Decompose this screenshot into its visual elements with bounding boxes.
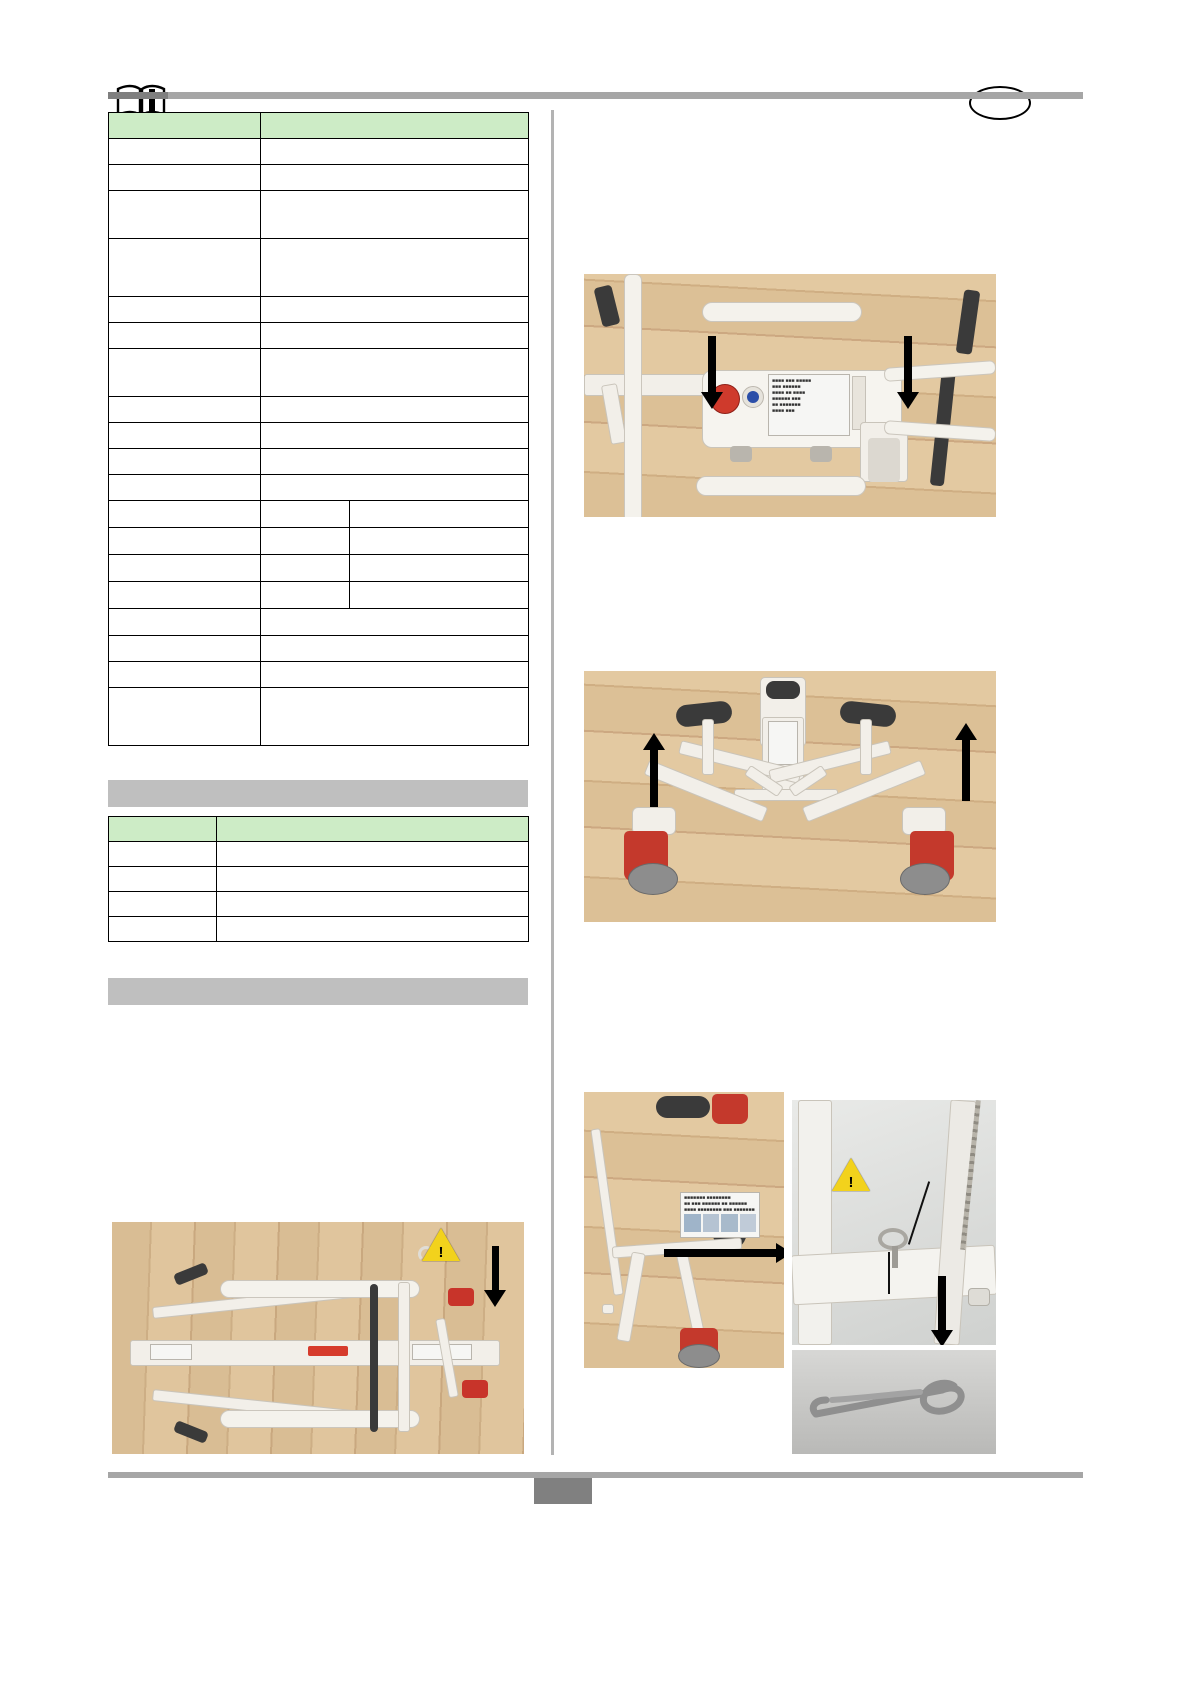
- row-label: [109, 397, 261, 423]
- arrow-shaft: [962, 739, 970, 801]
- table-row: [109, 323, 529, 349]
- row-label: [109, 582, 261, 609]
- table-row-split: [109, 555, 529, 582]
- table-row: [109, 191, 529, 239]
- row-label: [109, 239, 261, 297]
- row-value: [217, 867, 529, 892]
- column-divider: [551, 110, 554, 1455]
- mast-assembly-photo: ■■■■■■■ ■■■■■■■■ ■■ ■■■ ■■■■■■ ■■ ■■■■■■ ■■■■ ■■■■■■■■ ■■■ ■■■■■■■: [584, 1092, 784, 1368]
- row-label: [109, 555, 261, 582]
- arrow-shaft: [664, 1249, 780, 1257]
- table-row-split: [109, 609, 529, 636]
- table-row-split: [109, 501, 529, 528]
- row-label: [109, 165, 261, 191]
- table-row: [109, 842, 529, 867]
- header-rule-accent: [108, 92, 168, 99]
- row-label: [109, 139, 261, 165]
- row-label: [109, 297, 261, 323]
- row-label: [109, 892, 217, 917]
- table-row: [109, 423, 529, 449]
- row-value: [261, 239, 529, 297]
- row-label: [109, 528, 261, 555]
- row-label: [109, 917, 217, 942]
- row-label: [109, 636, 261, 662]
- table-row: [109, 449, 529, 475]
- arrow-shaft: [650, 749, 658, 807]
- row-label: [109, 501, 261, 528]
- footer-rule: [108, 1472, 1083, 1478]
- row-value: [261, 475, 529, 501]
- row-value: [261, 449, 529, 475]
- table-header-cell-label: [109, 113, 261, 139]
- table-row: [109, 688, 529, 746]
- row-value: [261, 636, 529, 662]
- left-column: [108, 112, 528, 1005]
- row-sub: [261, 582, 349, 608]
- row-value: [349, 609, 529, 635]
- table-row: [109, 662, 529, 688]
- table-row: [109, 165, 529, 191]
- row-label: [109, 423, 261, 449]
- table-row: [109, 139, 529, 165]
- row-label: [109, 323, 261, 349]
- row-label: [109, 609, 261, 636]
- row-sub: [261, 609, 349, 635]
- row-value: [217, 917, 529, 942]
- row-value: [261, 139, 529, 165]
- table-row: [109, 239, 529, 297]
- table-row-split: [109, 582, 529, 609]
- table-row: [109, 297, 529, 323]
- leg-spreader-front-view-photo: [584, 671, 996, 922]
- arrow-shaft: [938, 1276, 946, 1334]
- row-value: [349, 528, 529, 554]
- row-label: [109, 475, 261, 501]
- row-sub: [261, 501, 349, 527]
- row-value: [261, 191, 529, 239]
- row-value: [349, 582, 529, 608]
- table-header-cell-value: [261, 113, 529, 139]
- arrow-up-icon: [955, 723, 977, 740]
- arrow-shaft: [708, 336, 716, 394]
- arrow-down-icon: [484, 1290, 506, 1307]
- table-row: [109, 892, 529, 917]
- arrow-shaft: [904, 336, 912, 394]
- locking-pin-detail-photo: !: [792, 1100, 996, 1345]
- row-label: [109, 449, 261, 475]
- row-value: [261, 349, 529, 397]
- secondary-table: [108, 816, 529, 942]
- arrow-down-icon: [931, 1330, 953, 1345]
- lifter-folded-top-view-photo: !: [112, 1222, 524, 1454]
- row-label: [109, 688, 261, 746]
- arrow-up-icon: [643, 733, 665, 750]
- table-header-row: [109, 113, 529, 139]
- arrow-shaft: [492, 1246, 499, 1292]
- row-value: [261, 688, 529, 746]
- page-number: [534, 1478, 592, 1504]
- row-label: [109, 662, 261, 688]
- table-row: [109, 397, 529, 423]
- table-header-cell-label: [109, 817, 217, 842]
- table-row: [109, 475, 529, 501]
- section-bar-1: [108, 780, 528, 807]
- arrow-down-icon: [897, 392, 919, 409]
- row-value: [217, 842, 529, 867]
- row-value: [261, 165, 529, 191]
- table-row: [109, 349, 529, 397]
- row-label: [109, 842, 217, 867]
- row-label: [109, 867, 217, 892]
- table-header-row: [109, 817, 529, 842]
- header-rule: [108, 92, 1083, 99]
- row-value: [261, 662, 529, 688]
- row-value: [349, 555, 529, 581]
- r-clip-pin-photo: [792, 1350, 996, 1454]
- lift-motor-top-view-photo: ■■■■ ■■■ ■■■■■ ■■■ ■■■■■■ ■■■■ ■■ ■■■■ ■■■■■■ ■■■ ■■ ■■■■■■■ ■■■■ ■■■: [584, 274, 996, 517]
- row-value: [261, 397, 529, 423]
- row-value: [261, 323, 529, 349]
- arrow-down-icon: [701, 392, 723, 409]
- table-row: [109, 636, 529, 662]
- row-value: [217, 892, 529, 917]
- table-row-split: [109, 528, 529, 555]
- specification-table: [108, 112, 529, 746]
- row-sub: [261, 528, 349, 554]
- section-bar-2: [108, 978, 528, 1005]
- table-row: [109, 917, 529, 942]
- row-label: [109, 349, 261, 397]
- table-row: [109, 867, 529, 892]
- row-value: [261, 423, 529, 449]
- table-header-cell-value: [217, 817, 529, 842]
- row-label: [109, 191, 261, 239]
- row-value: [261, 297, 529, 323]
- arrow-right-icon: [776, 1243, 784, 1263]
- row-sub: [261, 555, 349, 581]
- row-value: [349, 501, 529, 527]
